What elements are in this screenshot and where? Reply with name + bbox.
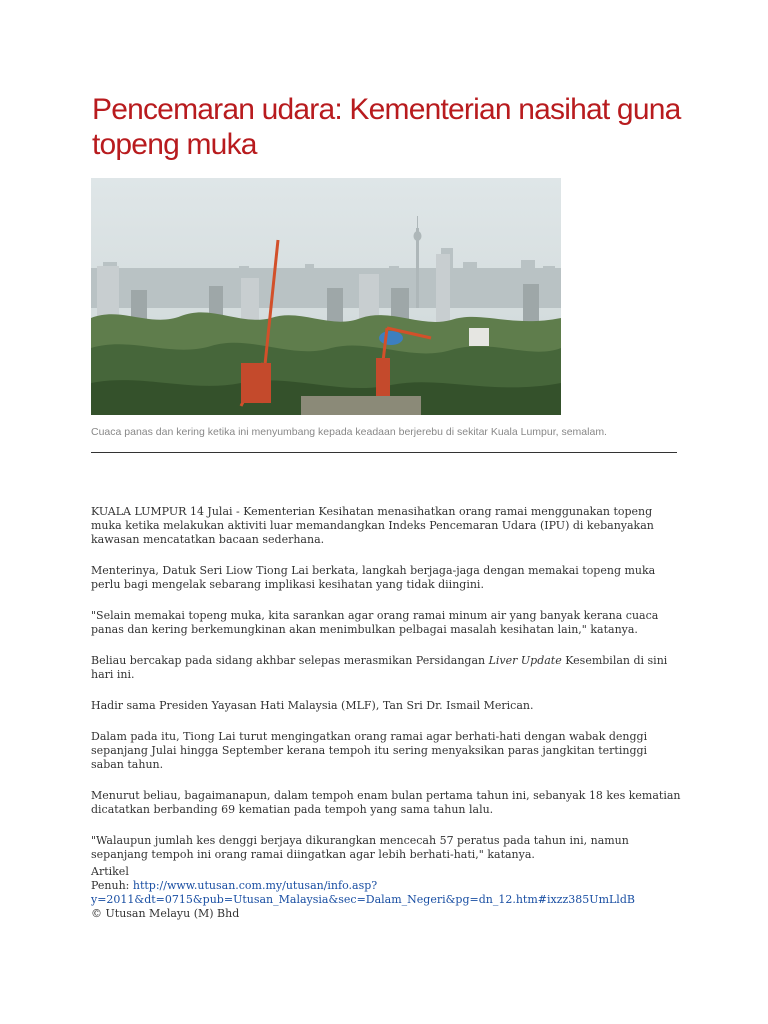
photo-caption: Cuaca panas dan kering ketika ini menyumbang kepada keadaan berjerebu di sekitar Kuala Lumpur, semalam. xyxy=(91,426,607,438)
paragraph: "Selain memakai topeng muka, kita sarankan agar orang ramai minum air yang banyak kerana cuaca panas dan kering berkemungkinan akan menimbulkan pelbagai masalah kesihatan lain," katanya. xyxy=(91,609,659,636)
event-name: Liver Update xyxy=(488,654,562,667)
paragraph: "Walaupun jumlah kes denggi berjaya dikurangkan mencecah 57 peratus pada tahun ini, namun sepanjang tempoh ini orang ramai diingatkan agar lebih berhati-hati," katanya. xyxy=(91,834,629,861)
article-photo xyxy=(91,178,561,415)
paragraph: Menurut beliau, bagaimanapun, dalam tempoh enam bulan pertama tahun ini, sebanyak 18 kes kematian dicatatkan berbanding 69 kematian pada tempoh yang sama tahun lalu. xyxy=(91,789,681,816)
article-body xyxy=(91,505,681,879)
event-text-after: Kesembilan di sini hari ini. xyxy=(91,654,668,681)
paragraph: Dalam pada itu, Tiong Lai turut mengingatkan orang ramai agar berhati-hati dengan wabak denggi sepanjang Julai hingga September kerana tempoh itu sering menyaksikan paras jangkitan tertinggi saban tahun. xyxy=(91,730,648,771)
footer-label: Artikel xyxy=(91,865,129,878)
paragraph: Hadir sama Presiden Yayasan Hati Malaysia (MLF), Tan Sri Dr. Ismail Merican. xyxy=(91,699,534,712)
footer-link-line xyxy=(91,879,691,907)
article-footer xyxy=(91,865,691,921)
separator-rule xyxy=(91,452,677,453)
article-headline: Pencemaran udara: Kementerian nasihat guna topeng muka xyxy=(92,93,681,161)
event-text-before: Beliau bercakap pada sidang akhbar selepas merasmikan Persidangan xyxy=(91,654,489,667)
paragraph: KUALA LUMPUR 14 Julai - Kementerian Kesihatan menasihatkan orang ramai menggunakan topeng muka ketika melakukan aktiviti luar memandangkan Indeks Pencemaran Udara (IPU) di kebanyakan kawasan mencatatkan bacaan sederhana. xyxy=(91,505,654,546)
paragraph: Menterinya, Datuk Seri Liow Tiong Lai berkata, langkah berjaga-jaga dengan memakai topeng muka perlu bagi mengelak sebarang implikasi kesihatan yang tidak diingini. xyxy=(91,564,656,591)
full-article-link[interactable]: http://www.utusan.com.my/utusan/info.asp?y=2011&dt=0715&pub=Utusan_Malaysia&sec=Dalam_Negeri&pg=dn_12.htm#ixzz385UmLldB xyxy=(91,879,635,906)
copyright: © Utusan Melayu (M) Bhd xyxy=(91,907,240,920)
paragraph-event xyxy=(91,654,681,682)
footer-label-full: Penuh: xyxy=(91,879,133,892)
